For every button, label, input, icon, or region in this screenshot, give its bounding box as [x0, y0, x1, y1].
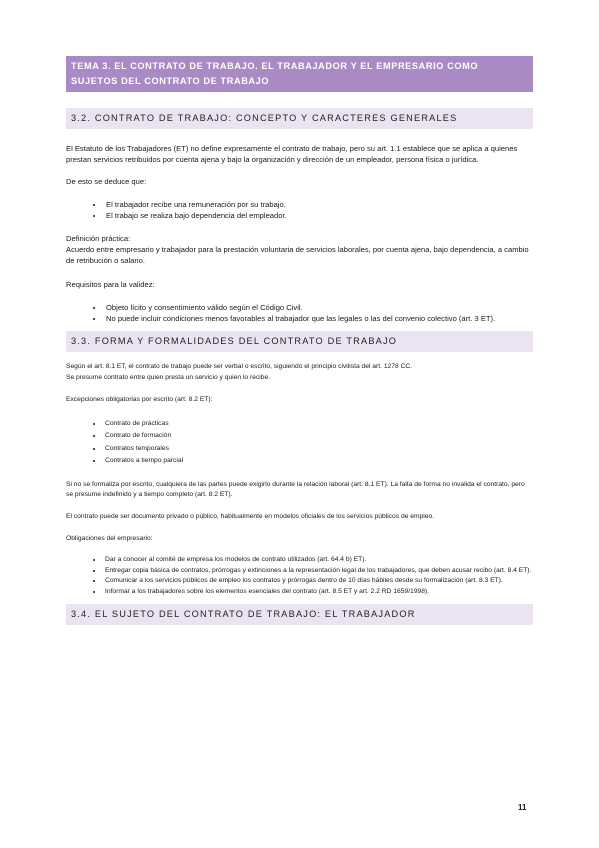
list-item: • Contratos temporales	[103, 443, 533, 456]
list-item: • Informar a los trabajadores sobre los elementos esenciales del contrato (art. 8.5 ET y art. 2.2 RD 1659/1998).	[103, 587, 533, 598]
obligations-label: Obligaciones del empresario:	[66, 535, 153, 543]
section-3-3-paragraph-2: El contrato puede ser documento privado o público, habitualmente en modelos oficiales de los servicios públicos de empleo.	[66, 513, 435, 521]
practical-text: Acuerdo entre empresario y trabajador para la prestación voluntaria de servicios laborales, por cuenta ajena, bajo dependencia, a cambio de retribución o salario.	[66, 245, 529, 266]
list-item: • Contrato de formación	[103, 430, 533, 443]
page-number: 11	[518, 803, 527, 812]
section-3-3-paragraph-1: Si no se formaliza por escrito, cualquiera de las partes puede exigirlo durante la relación laboral (art. 8.1 ET). La falta de forma no invalida el contrato, pero se presume indefinido y a tiempo completo (art. 8.2 ET).	[66, 480, 525, 499]
list-item: • Comunicar a los servicios públicos de empleo los contratos y prórrogas dentro de 10 días hábiles desde su formalización (art. 8.3 ET).	[103, 576, 533, 587]
list-item: • Objeto lícito y consentimiento válido según el Código Civil.	[104, 302, 513, 313]
list-item: • Entregar copia básica de contratos, prórrogas y extinciones a la representación legal de los trabajadores, que deben acusar recibo (art. 8.4 ET).	[103, 566, 533, 577]
deduce-label: De esto se deduce que:	[66, 177, 147, 187]
list-item: • Contratos a tiempo parcial	[103, 455, 533, 468]
exceptions-list	[66, 418, 533, 468]
requirements-label: Requisitos para la validez:	[66, 279, 155, 289]
section-3-3-intro-2: Se presume contrato entre quien presta un servicio y quien lo recibe.	[66, 374, 271, 382]
list-item: • Contrato de prácticas	[103, 418, 533, 431]
deduce-list	[66, 199, 533, 221]
chapter-title: TEMA 3. EL CONTRATO DE TRABAJO. EL TRABAJADOR Y EL EMPRESARIO COMO SUJETOS DEL CONTRATO DE TRABAJO	[66, 56, 533, 92]
obligations-list	[66, 555, 533, 598]
section-3-2-intro: El Estatuto de los Trabajadores (ET) no define expresamente el contrato de trabajo, pero su art. 1.1 establece que se aplica a quienes prestan servicios retribuidos por cuenta ajena y bajo la organización y dirección de un empleador, persona física o jurídica.	[66, 144, 518, 165]
section-3-3-intro-1: Según el art. 8.1 ET, el contrato de trabajo puede ser verbal o escrito, siguiendo el principio civilista del art. 1278 CC.	[66, 363, 413, 371]
section-heading-3-3: 3.3. FORMA Y FORMALIDADES DEL CONTRATO DE TRABAJO	[66, 331, 533, 352]
document-page	[66, 56, 533, 625]
exceptions-label: Excepciones obligatorias por escrito (art. 8.2 ET):	[66, 395, 213, 403]
list-item: • Dar a conocer al comité de empresa los modelos de contrato utilizados (art. 64.4 b) ET).	[103, 555, 533, 566]
practical-label: Definición práctica:	[66, 234, 131, 244]
requirements-list	[66, 302, 533, 324]
list-item: • No puede incluir condiciones menos favorables al trabajador que las legales o las del convenio colectivo (art. 3 ET).	[104, 313, 513, 324]
list-item: • El trabajo se realiza bajo dependencia del empleador.	[104, 210, 533, 221]
section-heading-3-2: 3.2. CONTRATO DE TRABAJO: CONCEPTO Y CARACTERES GENERALES	[66, 108, 533, 129]
section-heading-3-4: 3.4. EL SUJETO DEL CONTRATO DE TRABAJO: EL TRABAJADOR	[66, 604, 533, 625]
list-item: • El trabajador recibe una remuneración por su trabajo.	[104, 199, 533, 210]
